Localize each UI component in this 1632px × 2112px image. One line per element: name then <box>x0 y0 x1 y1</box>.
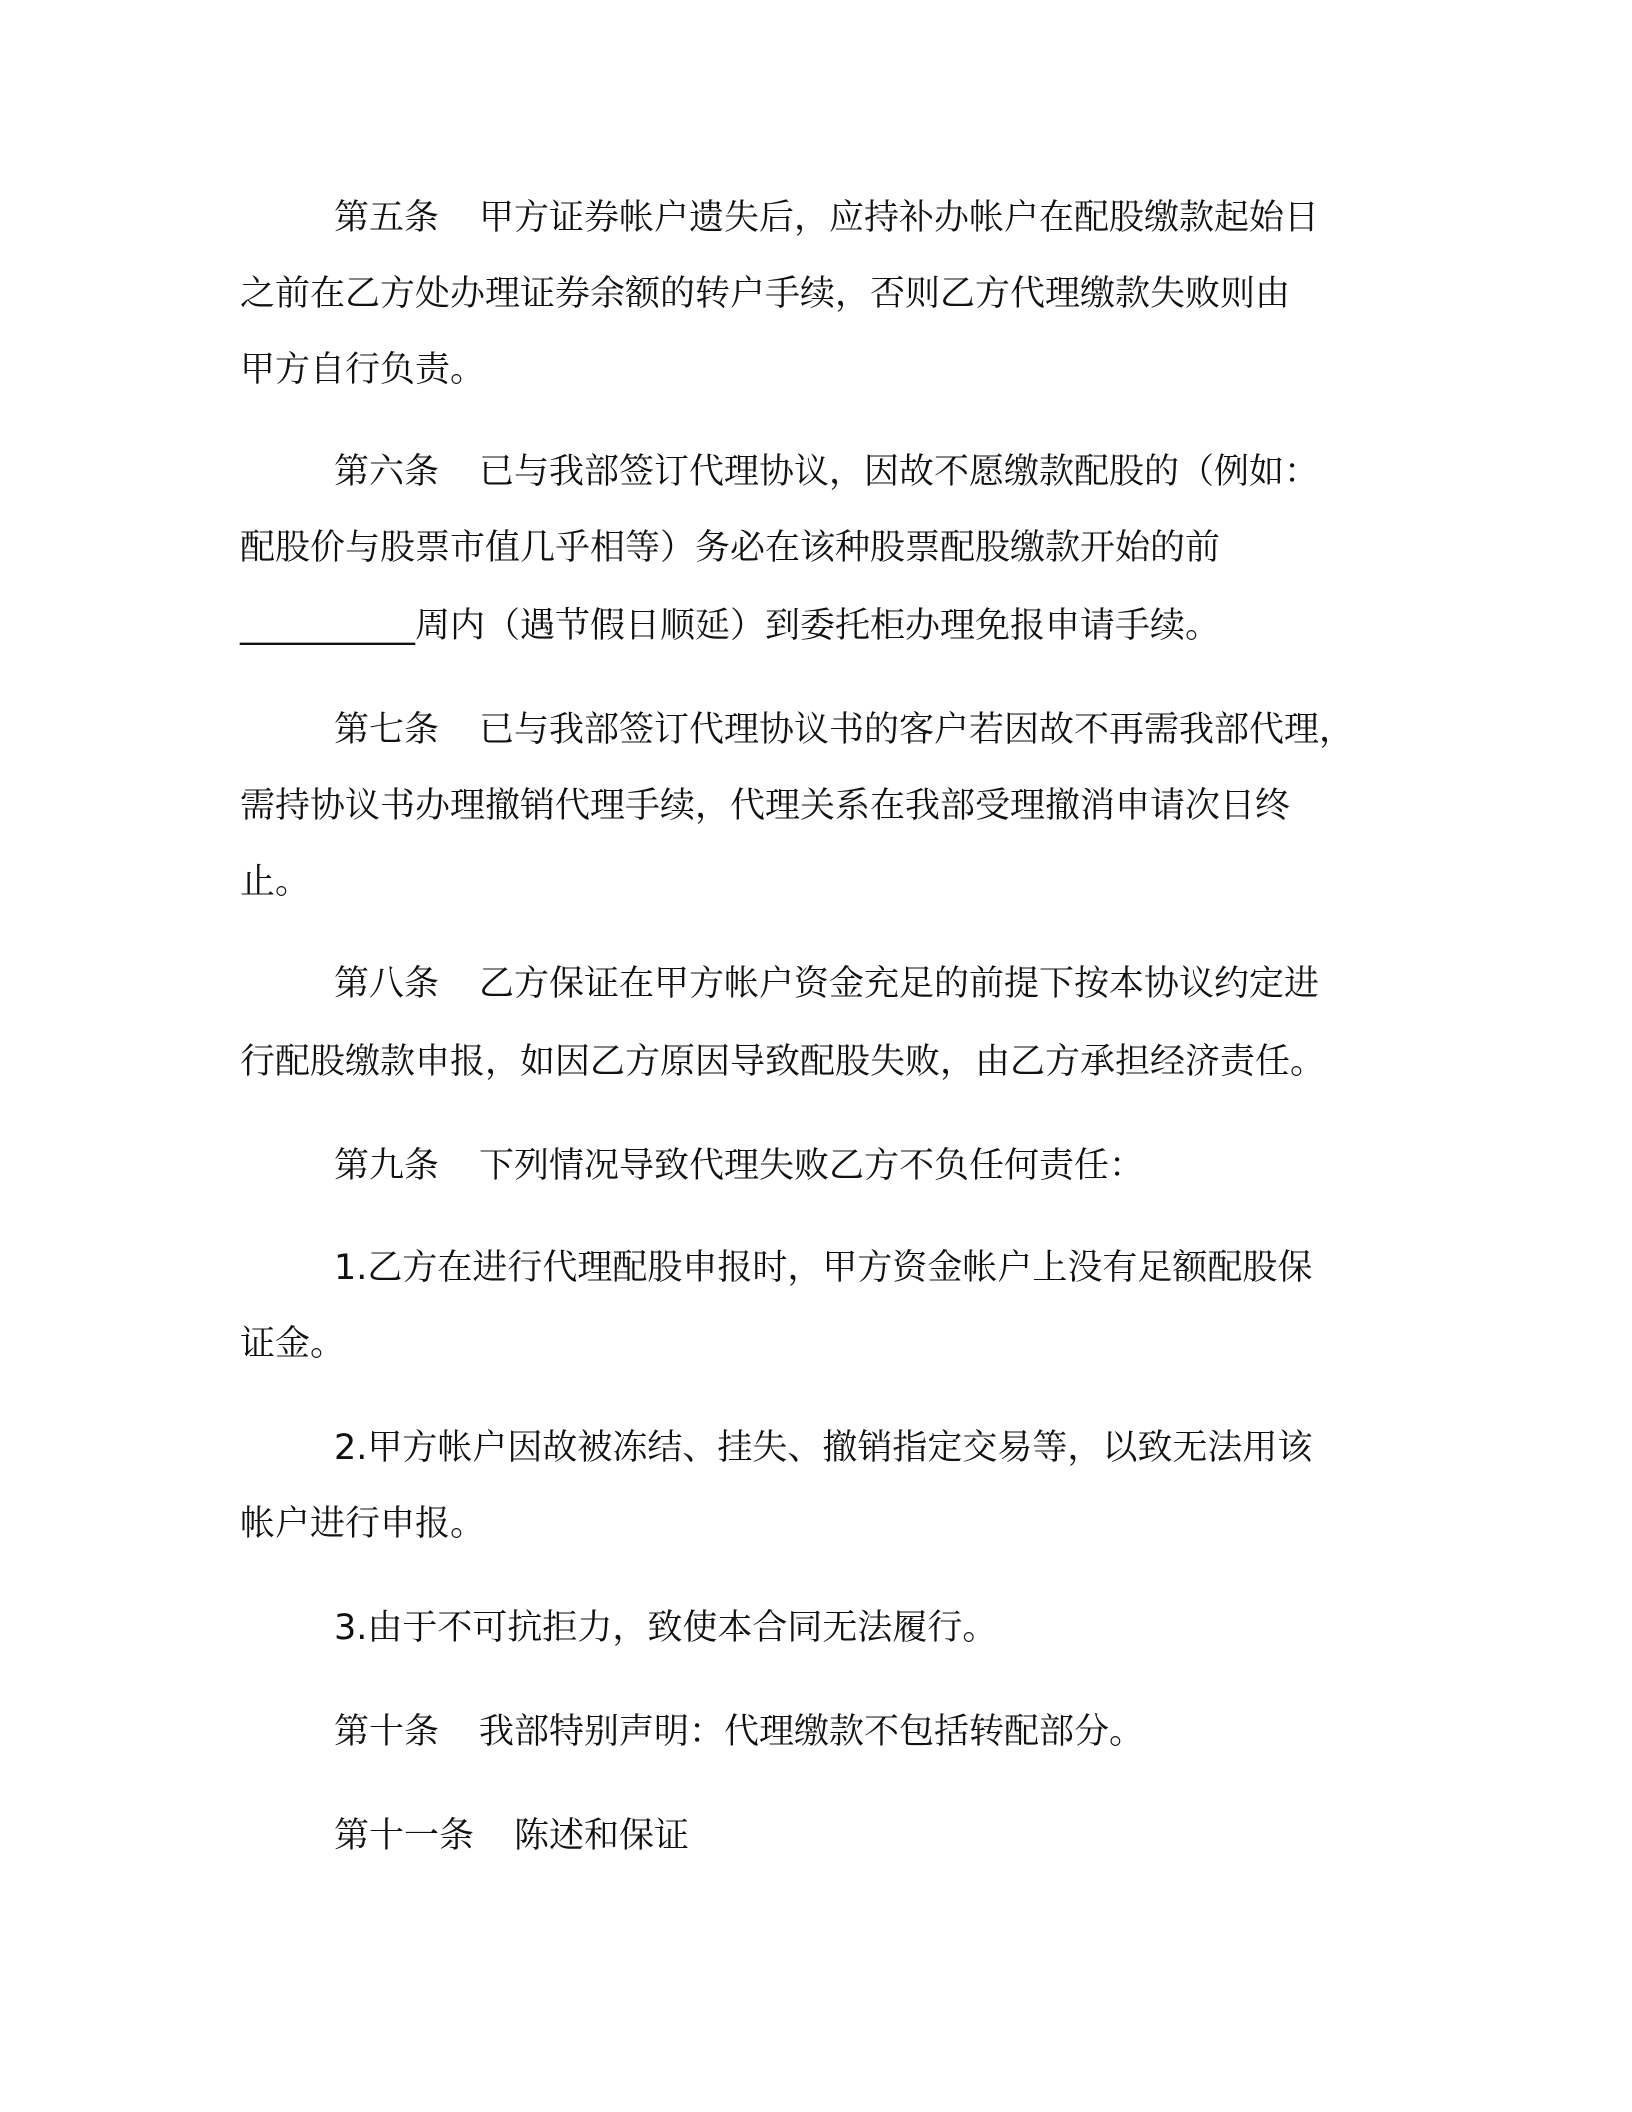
article-11-line-1 <box>334 1814 689 1858</box>
article-6-line-2: 配股价与股票市值几乎相等）务必在该种股票配股缴款开始的前 <box>240 528 1221 568</box>
article-10-line-1 <box>334 1710 1144 1754</box>
article-6-line-3 <box>240 604 1220 648</box>
article-8-heading: 第八条 <box>334 964 440 1004</box>
article-6-text-1: 已与我部签订代理协议，因故不愿缴款配股的（例如： <box>479 452 1320 492</box>
article-6-blank: __________ <box>240 606 415 646</box>
article-6-text-3: 周内（遇节假日顺延）到委托柜办理免报申请手续。 <box>415 606 1221 646</box>
article-7-line-2: 需持协议书办理撤销代理手续，代理关系在我部受理撤消申请次日终 <box>240 786 1291 826</box>
article-9-text-1: 下列情况导致代理失败乙方不负任何责任： <box>479 1146 1145 1186</box>
article-7-line-3: 止。 <box>240 862 311 902</box>
article-6-heading: 第六条 <box>334 452 440 492</box>
article-8-line-2: 行配股缴款申报，如因乙方原因导致配股失败，由乙方承担经济责任。 <box>240 1042 1326 1082</box>
article-5-line-2: 之前在乙方处办理证券余额的转户手续，否则乙方代理缴款失败则由 <box>240 274 1291 314</box>
article-9-line-1 <box>334 1144 1144 1188</box>
article-6-line-1 <box>334 450 1319 494</box>
item-3-line-1: 3.由于不可抗拒力，致使本合同无法履行。 <box>334 1608 998 1648</box>
article-7-heading: 第七条 <box>334 710 440 750</box>
article-5-text-1: 甲方证券帐户遗失后，应持补办帐户在配股缴款起始日 <box>479 198 1320 238</box>
article-5-line-3: 甲方自行负责。 <box>240 350 486 390</box>
article-7-text-1: 已与我部签订代理协议书的客户若因故不再需我部代理， <box>479 710 1355 750</box>
article-8-text-1: 乙方保证在甲方帐户资金充足的前提下按本协议约定进 <box>479 964 1320 1004</box>
article-10-heading: 第十条 <box>334 1712 440 1752</box>
article-7-line-1 <box>334 708 1354 752</box>
item-2-line-1: 2.甲方帐户因故被冻结、挂失、撤销指定交易等，以致无法用该 <box>334 1428 1313 1468</box>
article-5-heading: 第五条 <box>334 198 440 238</box>
article-8-line-1 <box>334 962 1319 1006</box>
item-1-line-1: 1.乙方在进行代理配股申报时，甲方资金帐户上没有足额配股保 <box>334 1248 1313 1288</box>
article-10-text: 我部特别声明：代理缴款不包括转配部分。 <box>479 1712 1145 1752</box>
item-2-line-2: 帐户进行申报。 <box>240 1504 486 1544</box>
article-11-text: 陈述和保证 <box>514 1816 690 1856</box>
article-11-heading: 第十一条 <box>334 1816 475 1856</box>
article-5-line-1 <box>334 196 1319 240</box>
article-9-heading: 第九条 <box>334 1146 440 1186</box>
item-1-line-2: 证金。 <box>240 1324 346 1364</box>
